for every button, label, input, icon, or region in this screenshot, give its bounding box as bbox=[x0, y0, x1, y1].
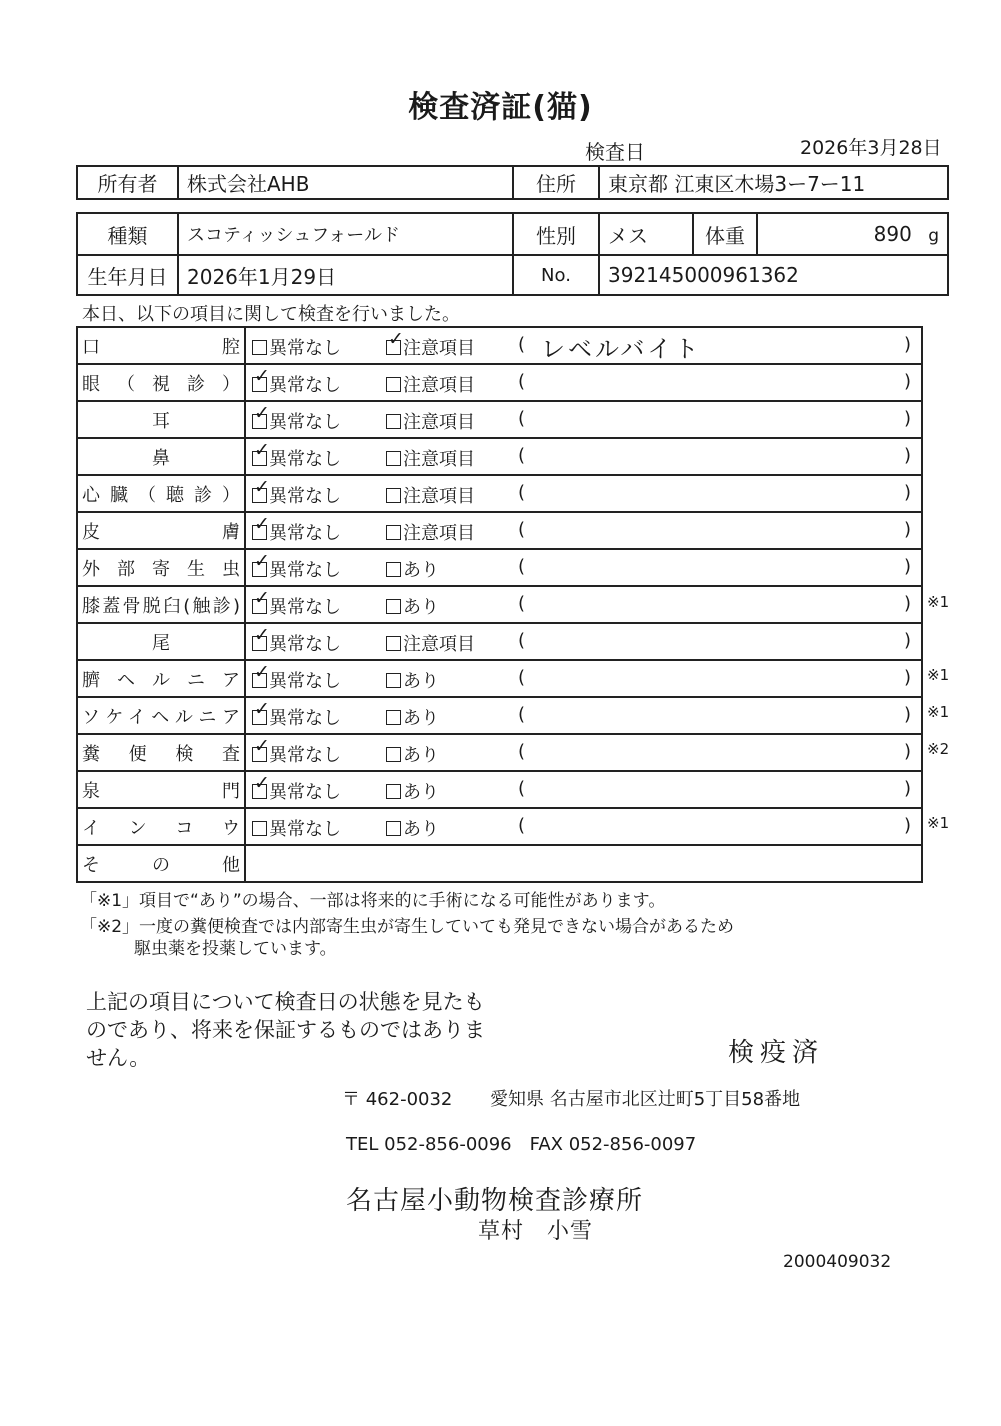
check-row bbox=[77, 734, 922, 771]
checkbox-normal[interactable] bbox=[252, 550, 270, 577]
check-row bbox=[77, 697, 922, 734]
option-attention-label: あり bbox=[403, 560, 439, 581]
check-table bbox=[76, 326, 923, 883]
checkbox-normal[interactable] bbox=[252, 661, 270, 688]
footnote-marker: ※2 bbox=[927, 740, 950, 758]
option-attention[interactable] bbox=[386, 815, 439, 841]
note-open-paren: ( bbox=[518, 445, 526, 466]
option-normal-label: 異常なし bbox=[269, 819, 341, 840]
option-attention-label: あり bbox=[403, 745, 439, 766]
intro-text: 本日、以下の項目に関して検査を行いました。 bbox=[82, 304, 460, 325]
option-normal-label: 異常なし bbox=[269, 375, 341, 396]
option-attention-label: 注意項目 bbox=[403, 338, 475, 359]
option-normal-label: 異常なし bbox=[269, 634, 341, 655]
option-attention[interactable] bbox=[386, 371, 475, 397]
option-normal-label: 異常なし bbox=[269, 671, 341, 692]
note-open-paren: ( bbox=[518, 556, 526, 577]
check-row bbox=[77, 586, 922, 623]
check-row bbox=[77, 364, 922, 401]
note-close-paren: ) bbox=[903, 371, 911, 392]
checkbox-attention[interactable] bbox=[386, 451, 401, 466]
checkbox-normal[interactable] bbox=[252, 365, 270, 392]
note-close-paren: ) bbox=[903, 556, 911, 577]
birth-date: 2026年1月29日 bbox=[178, 255, 513, 295]
check-mark-icon: ✓ bbox=[254, 772, 270, 794]
other-label: そ の 他 bbox=[82, 854, 240, 876]
check-mark-icon: ✓ bbox=[254, 661, 270, 683]
checkbox-normal[interactable] bbox=[252, 402, 270, 429]
check-item-cell bbox=[77, 401, 245, 438]
option-attention[interactable] bbox=[386, 630, 475, 656]
option-attention-label: あり bbox=[403, 819, 439, 840]
option-normal-label: 異常なし bbox=[269, 523, 341, 544]
check-mark-icon: ✓ bbox=[388, 328, 404, 350]
check-options-cell bbox=[245, 549, 922, 586]
footnote-1: 「※1」項目で“あり”の場合、一部は将来的に手術になる可能性があります。 bbox=[80, 891, 666, 911]
checkbox-attention[interactable] bbox=[386, 821, 401, 836]
checkbox-attention[interactable] bbox=[386, 562, 401, 577]
note-close-paren: ) bbox=[903, 815, 911, 836]
option-normal[interactable] bbox=[252, 587, 341, 619]
note-open-paren: ( bbox=[518, 482, 526, 503]
checkbox-normal[interactable] bbox=[252, 587, 270, 614]
note-open-paren: ( bbox=[518, 778, 526, 799]
check-options-cell bbox=[245, 327, 922, 364]
footnote-marker: ※1 bbox=[927, 703, 950, 721]
option-normal-label: 異常なし bbox=[269, 560, 341, 581]
note-close-paren: ) bbox=[903, 408, 911, 429]
note-close-paren: ) bbox=[903, 704, 911, 725]
check-item-cell bbox=[77, 623, 245, 660]
address-label: 住所 bbox=[513, 166, 599, 199]
option-normal[interactable] bbox=[252, 698, 341, 730]
checkbox-attention[interactable] bbox=[386, 747, 401, 762]
owner-address: 東京都 江東区木場3ー7ー11 bbox=[599, 166, 948, 199]
check-item-cell bbox=[77, 734, 245, 771]
option-normal[interactable] bbox=[252, 735, 341, 767]
option-attention-label: あり bbox=[403, 671, 439, 692]
check-options-cell bbox=[245, 808, 922, 845]
note-close-paren: ) bbox=[903, 630, 911, 651]
checkbox-attention[interactable] bbox=[386, 710, 401, 725]
checkbox-normal[interactable] bbox=[252, 340, 267, 355]
checkbox-normal[interactable] bbox=[252, 772, 270, 799]
weight-cell bbox=[757, 213, 948, 255]
note-close-paren: ) bbox=[903, 445, 911, 466]
note-open-paren: ( bbox=[518, 519, 526, 540]
sex-label: 性別 bbox=[513, 213, 599, 255]
check-item-cell bbox=[77, 327, 245, 364]
option-attention[interactable] bbox=[386, 408, 475, 434]
option-attention-label: あり bbox=[403, 708, 439, 729]
option-attention-label: 注意項目 bbox=[403, 634, 475, 655]
check-mark-icon: ✓ bbox=[254, 698, 270, 720]
check-mark-icon: ✓ bbox=[254, 550, 270, 572]
note-open-paren: ( bbox=[518, 667, 526, 688]
check-item-cell bbox=[77, 438, 245, 475]
check-item-cell bbox=[77, 771, 245, 808]
clinic-address: 愛知県 名古屋市北区辻町5丁目58番地 bbox=[490, 1089, 801, 1110]
note-close-paren: ) bbox=[903, 741, 911, 762]
check-mark-icon: ✓ bbox=[254, 735, 270, 757]
option-normal[interactable] bbox=[252, 476, 341, 508]
check-item-label: 糞便検査 bbox=[82, 743, 240, 765]
checkbox-attention[interactable] bbox=[386, 414, 401, 429]
check-options-cell bbox=[245, 771, 922, 808]
weight-value: 890 bbox=[873, 222, 912, 246]
option-attention[interactable] bbox=[386, 593, 439, 619]
check-options-cell bbox=[245, 475, 922, 512]
checkbox-attention[interactable] bbox=[386, 599, 401, 614]
check-item-cell bbox=[77, 808, 245, 845]
checkbox-normal[interactable] bbox=[252, 513, 270, 540]
animal-table bbox=[76, 212, 949, 296]
note-open-paren: ( bbox=[518, 741, 526, 762]
sex-value: メス bbox=[599, 213, 693, 255]
check-item-label: 耳 bbox=[152, 410, 170, 432]
checkbox-attention[interactable] bbox=[386, 525, 401, 540]
exam-date: 2026年3月28日 bbox=[800, 137, 942, 159]
check-mark-icon: ✓ bbox=[254, 513, 270, 535]
weight-unit: g bbox=[928, 226, 939, 246]
check-item-label: 心臓（聴診） bbox=[82, 484, 240, 506]
id-number: 392145000961362 bbox=[599, 255, 948, 295]
option-attention-label: 注意項目 bbox=[403, 375, 475, 396]
check-mark-icon: ✓ bbox=[254, 624, 270, 646]
footnote-marker: ※1 bbox=[927, 593, 950, 611]
note-close-paren: ) bbox=[903, 482, 911, 503]
option-attention[interactable] bbox=[386, 482, 475, 508]
option-normal-label: 異常なし bbox=[269, 782, 341, 803]
check-row bbox=[77, 549, 922, 586]
check-row bbox=[77, 660, 922, 697]
note-close-paren: ) bbox=[903, 593, 911, 614]
weight-label: 体重 bbox=[693, 213, 757, 255]
option-normal[interactable] bbox=[252, 365, 341, 397]
check-row bbox=[77, 438, 922, 475]
vet-name: 草村 小雪 bbox=[478, 1219, 594, 1244]
option-normal[interactable] bbox=[252, 772, 341, 804]
check-row bbox=[77, 401, 922, 438]
document-title: 検査済証(猫) bbox=[408, 90, 593, 125]
note-close-paren: ) bbox=[903, 334, 911, 355]
exam-date-label: 検査日 bbox=[585, 140, 645, 164]
option-normal-label: 異常なし bbox=[269, 708, 341, 729]
check-mark-icon: ✓ bbox=[254, 439, 270, 461]
option-attention-label: 注意項目 bbox=[403, 486, 475, 507]
other-label-cell bbox=[77, 845, 245, 882]
check-item-label: 眼（視診） bbox=[82, 373, 240, 395]
check-row bbox=[77, 512, 922, 549]
option-attention-label: あり bbox=[403, 597, 439, 618]
id-label: No. bbox=[513, 255, 599, 295]
postal-code: 〒 462-0032 bbox=[342, 1089, 453, 1110]
option-attention[interactable] bbox=[386, 704, 439, 730]
check-item-label: 外部寄生虫 bbox=[82, 558, 240, 580]
checkbox-attention[interactable] bbox=[386, 673, 401, 688]
check-item-cell bbox=[77, 364, 245, 401]
checkbox-attention[interactable] bbox=[386, 784, 401, 799]
option-attention[interactable] bbox=[386, 328, 475, 360]
check-options-cell bbox=[245, 512, 922, 549]
note-close-paren: ) bbox=[903, 778, 911, 799]
checkbox-attention[interactable] bbox=[386, 636, 401, 651]
option-normal-label: 異常なし bbox=[269, 745, 341, 766]
checkbox-attention[interactable] bbox=[386, 377, 401, 392]
other-value bbox=[245, 845, 922, 882]
option-normal-label: 異常なし bbox=[269, 338, 341, 359]
checkbox-normal[interactable] bbox=[252, 821, 267, 836]
check-item-label: 皮 膚 bbox=[82, 521, 240, 543]
option-attention[interactable] bbox=[386, 667, 439, 693]
owner-label: 所有者 bbox=[77, 166, 178, 199]
check-note: レベルバイト bbox=[541, 335, 702, 363]
note-open-paren: ( bbox=[518, 593, 526, 614]
option-attention-label: 注意項目 bbox=[403, 412, 475, 433]
check-mark-icon: ✓ bbox=[254, 476, 270, 498]
option-normal[interactable] bbox=[252, 550, 341, 582]
check-options-cell bbox=[245, 586, 922, 623]
check-mark-icon: ✓ bbox=[254, 402, 270, 424]
footnote-marker: ※1 bbox=[927, 666, 950, 684]
check-item-label: 膝蓋骨脱臼(触診) bbox=[82, 595, 240, 617]
option-normal-label: 異常なし bbox=[269, 449, 341, 470]
check-item-label: 臍ヘルニア bbox=[82, 669, 240, 691]
checkbox-normal[interactable] bbox=[252, 735, 270, 762]
note-open-paren: ( bbox=[518, 408, 526, 429]
check-options-cell bbox=[245, 660, 922, 697]
check-options-cell bbox=[245, 697, 922, 734]
owner-table bbox=[76, 165, 949, 200]
check-row bbox=[77, 327, 922, 364]
check-item-cell bbox=[77, 475, 245, 512]
option-attention[interactable] bbox=[386, 778, 439, 804]
check-item-cell bbox=[77, 697, 245, 734]
quarantine-stamp: 検疫済 bbox=[728, 1038, 825, 1068]
clinic-phone: TEL 052-856-0096 FAX 052-856-0097 bbox=[346, 1134, 697, 1155]
check-mark-icon: ✓ bbox=[254, 365, 270, 387]
checkbox-attention[interactable] bbox=[386, 328, 404, 355]
check-item-cell bbox=[77, 660, 245, 697]
option-normal-label: 異常なし bbox=[269, 597, 341, 618]
option-attention-label: あり bbox=[403, 782, 439, 803]
check-item-label: インコウ bbox=[82, 817, 240, 839]
note-open-paren: ( bbox=[518, 371, 526, 392]
check-item-label: ソケイヘルニア bbox=[82, 706, 240, 728]
option-normal[interactable] bbox=[252, 815, 341, 841]
clinic-name: 名古屋小動物検査診療所 bbox=[346, 1186, 644, 1216]
note-close-paren: ) bbox=[903, 519, 911, 540]
check-row bbox=[77, 623, 922, 660]
check-options-cell bbox=[245, 623, 922, 660]
check-options-cell bbox=[245, 401, 922, 438]
check-options-cell bbox=[245, 364, 922, 401]
option-attention[interactable] bbox=[386, 741, 439, 767]
owner-name: 株式会社AHB bbox=[178, 166, 513, 199]
birth-label: 生年月日 bbox=[77, 255, 178, 295]
checkbox-attention[interactable] bbox=[386, 488, 401, 503]
note-open-paren: ( bbox=[518, 704, 526, 725]
check-item-label: 尾 bbox=[152, 632, 170, 654]
check-row bbox=[77, 475, 922, 512]
option-attention[interactable] bbox=[386, 445, 475, 471]
check-options-cell bbox=[245, 438, 922, 475]
check-row bbox=[77, 771, 922, 808]
checkbox-normal[interactable] bbox=[252, 624, 270, 651]
breed-value: スコティッシュフォールド bbox=[178, 213, 513, 255]
option-attention[interactable] bbox=[386, 519, 475, 545]
check-item-cell bbox=[77, 549, 245, 586]
check-item-label: 口 腔 bbox=[82, 336, 240, 358]
note-open-paren: ( bbox=[518, 334, 526, 355]
option-attention-label: 注意項目 bbox=[403, 523, 475, 544]
option-normal[interactable] bbox=[252, 402, 341, 434]
check-options-cell bbox=[245, 734, 922, 771]
breed-label: 種類 bbox=[77, 213, 178, 255]
check-item-cell bbox=[77, 586, 245, 623]
document-number: 2000409032 bbox=[783, 1252, 892, 1272]
footnote-marker: ※1 bbox=[927, 814, 950, 832]
check-mark-icon: ✓ bbox=[254, 587, 270, 609]
option-normal[interactable] bbox=[252, 513, 341, 545]
option-normal[interactable] bbox=[252, 334, 341, 360]
option-attention-label: 注意項目 bbox=[403, 449, 475, 470]
option-normal-label: 異常なし bbox=[269, 412, 341, 433]
option-normal[interactable] bbox=[252, 661, 341, 693]
note-open-paren: ( bbox=[518, 815, 526, 836]
footnote-2-line2: 駆虫薬を投薬しています。 bbox=[134, 939, 337, 959]
check-row bbox=[77, 808, 922, 845]
option-normal[interactable] bbox=[252, 439, 341, 471]
checkbox-normal[interactable] bbox=[252, 476, 270, 503]
note-open-paren: ( bbox=[518, 630, 526, 651]
option-attention[interactable] bbox=[386, 556, 439, 582]
option-normal[interactable] bbox=[252, 624, 341, 656]
checkbox-normal[interactable] bbox=[252, 439, 270, 466]
footnote-2-line1: 「※2」一度の糞便検査では内部寄生虫が寄生していても発見できない場合があるため bbox=[80, 917, 735, 937]
option-normal-label: 異常なし bbox=[269, 486, 341, 507]
check-item-cell bbox=[77, 512, 245, 549]
checkbox-normal[interactable] bbox=[252, 698, 270, 725]
check-item-label: 泉 門 bbox=[82, 780, 240, 802]
note-close-paren: ) bbox=[903, 667, 911, 688]
check-item-label: 鼻 bbox=[152, 447, 170, 469]
disclaimer: 上記の項目について検査日の状態を見たものであり、将来を保証するものではありません。 bbox=[86, 990, 485, 1070]
